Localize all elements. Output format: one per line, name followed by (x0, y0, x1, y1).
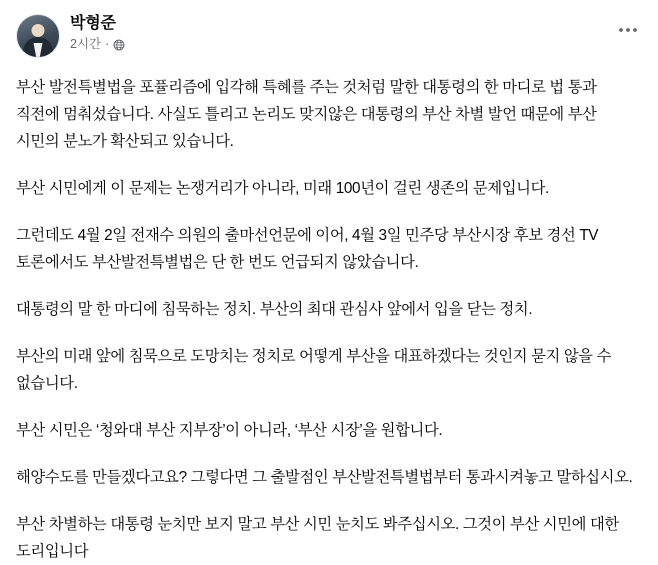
post-paragraph: 부산 차별하는 대통령 눈치만 보지 말고 부산 시민 눈치도 봐주십시오. 그것이 부산 시민에 대한 도리입니다 (16, 516, 619, 560)
more-options-icon[interactable] (614, 16, 642, 44)
meta-separator: · (105, 37, 110, 51)
post-timestamp[interactable]: 2시간 (70, 37, 102, 51)
avatar[interactable] (16, 14, 60, 58)
post-paragraph: 부산 발전특별법을 포퓰리즘에 입각해 특혜를 주는 것처럼 말한 대통령의 한 마디로 법 통과 직전에 멈춰섰습니다. 사실도 틀리고 논리도 맞지않은 대통령의 부산 차별 발언 때문에 부산 시민의 분노가 확산되고 있습니다. (16, 79, 597, 150)
post-paragraph: 부산 시민은 ‘청와대 부산 지부장’이 아니라, ‘부산 시장’을 원합니다. (16, 422, 443, 439)
avatar-head (32, 24, 45, 37)
post-paragraph: 해양수도를 만들겠다고요? 그렇다면 그 출발점인 부산발전특별법부터 통과시켜놓고 말하십시오. (16, 469, 633, 486)
post-paragraph: 그런데도 4월 2일 전재수 의원의 출마선언문에 이어, 4월 3일 민주당 부산시장 후보 경선 TV 토론에서도 부산발전특별법은 단 한 번도 언급되지 않았습니다. (16, 227, 599, 271)
author-name[interactable]: 박형준 (70, 15, 116, 32)
post-author-block (70, 14, 614, 51)
post-paragraph: 부산 시민에게 이 문제는 논쟁거리가 아니라, 미래 100년이 걸린 생존의 문제입니다. (16, 180, 549, 197)
post-header (16, 14, 642, 62)
globe-icon[interactable] (113, 39, 125, 51)
post-meta (70, 37, 614, 51)
post-content (16, 74, 642, 565)
post-paragraph: 대통령의 말 한 마디에 침묵하는 정치. 부산의 최대 관심사 앞에서 입을 닫는 정치. (16, 301, 533, 318)
post-paragraph: 부산의 미래 앞에 침묵으로 도망치는 정치로 어떻게 부산을 대표하겠다는 것인지 묻지 않을 수 없습니다. (16, 348, 612, 392)
